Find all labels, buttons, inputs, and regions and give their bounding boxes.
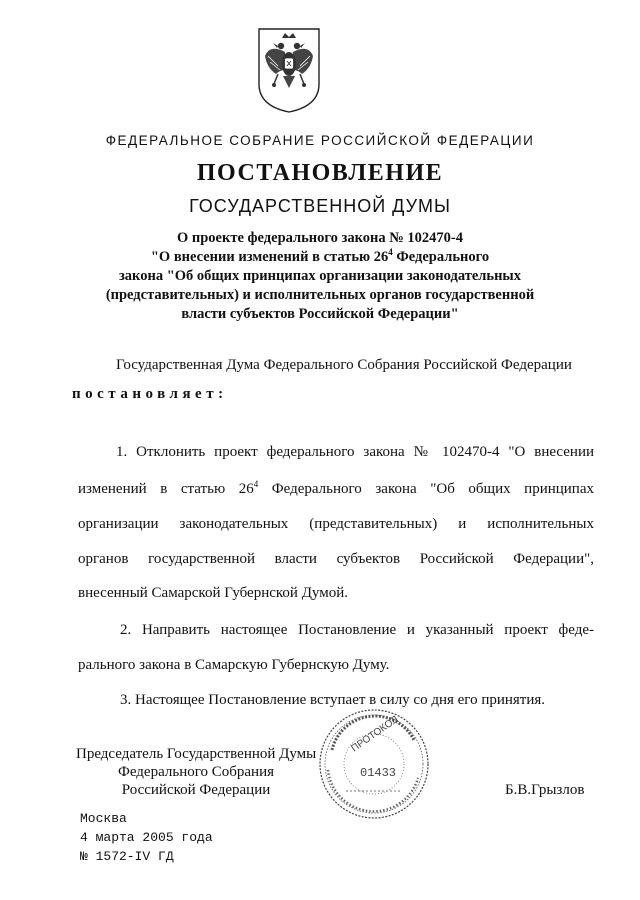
place-of-signing: Москва: [80, 811, 127, 826]
item-1-line-2: [78, 481, 594, 498]
signatory-name: Б.В.Грызлов: [505, 782, 585, 798]
subject-line-5: власти субъектов Российской Федерации": [181, 306, 459, 322]
item-1-line-2-end: Федерального закона "Об общих принципах: [258, 481, 594, 497]
item-1-line-1: 1. Отклонить проект федерального закона № 102470-4 "О внесении: [116, 444, 594, 460]
subject-line-1: О проекте федерального закона № 102470-4: [176, 230, 464, 246]
stamp-number: 01433: [360, 766, 397, 780]
coat-of-arms-icon: [256, 26, 322, 114]
article-superscript: 4: [388, 247, 393, 258]
signatory-position-line-2: Федерального Собрания: [117, 764, 275, 780]
svg-text:ПРОТОКОЛ: ПРОТОКОЛ: [349, 714, 401, 755]
official-seal-stamp: [316, 706, 432, 822]
document-subtitle: ГОСУДАРСТВЕННОЙ ДУМЫ: [189, 196, 451, 216]
document-number: № 1572-IV ГД: [80, 849, 174, 864]
article-superscript: 4: [253, 479, 259, 489]
resolves-word: постановляет:: [72, 386, 228, 402]
subject-line-2: [0, 249, 640, 266]
item-2-line-2: рального закона в Самарскую Губернскую Думу.: [78, 657, 390, 673]
item-1-line-5: внесенный Самарской Губернской Думой.: [78, 585, 349, 601]
item-1-line-2-text: изменений в статью 26: [78, 481, 254, 497]
subject-line-4: (представительных) и исполнительных органов государственной: [105, 287, 535, 303]
subject-line-2-end: Федерального: [392, 249, 490, 265]
subject-line-3: закона "Об общих принципах организации законодательных: [118, 268, 521, 284]
subject-line-2-text: "О внесении изменений в статью 26: [150, 249, 389, 265]
organization-name: ФЕДЕРАЛЬНОЕ СОБРАНИЕ РОССИЙСКОЙ ФЕДЕРАЦИИ: [105, 133, 535, 148]
signatory-position-line-3: Российской Федерации: [121, 782, 271, 798]
item-1-line-4: органов государственной власти субъектов Российской Федерации",: [78, 551, 594, 567]
item-2-line-1: 2. Направить настоящее Постановление и указанный проект феде-: [120, 622, 594, 638]
preamble-text: Государственная Дума Федерального Собрания Российской Федерации: [116, 357, 572, 373]
item-3-line-1: 3. Настоящее Постановление вступает в силу со дня его принятия.: [120, 692, 546, 708]
document-title: ПОСТАНОВЛЕНИЕ: [196, 160, 444, 186]
item-1-line-3: организации законодательных (представительных) и исполнительных: [78, 516, 594, 532]
signatory-position-line-1: Председатель Государственной Думы: [76, 746, 317, 762]
document-date: 4 марта 2005 года: [80, 830, 213, 845]
